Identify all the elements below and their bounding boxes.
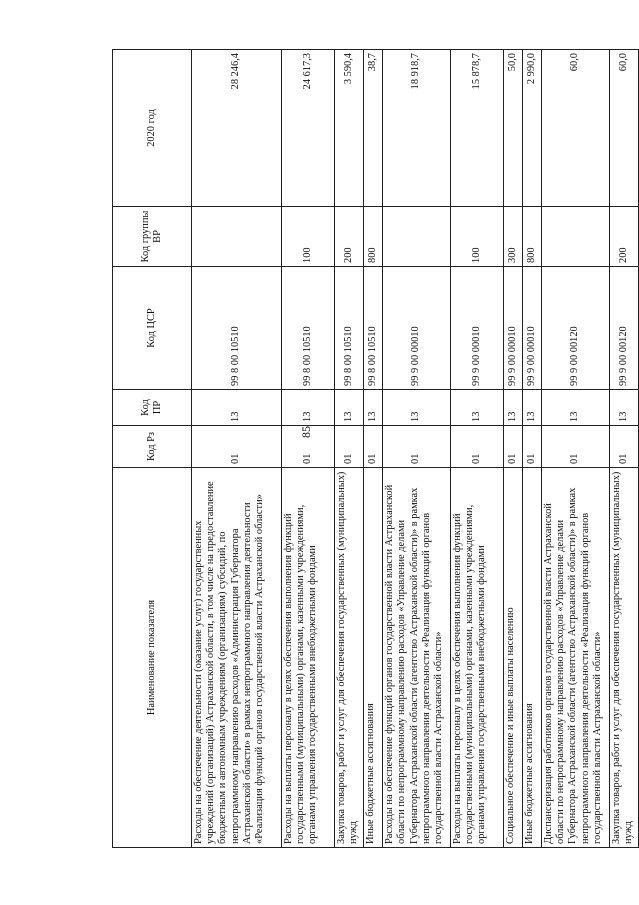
row-rz: 01 (364, 426, 383, 468)
row-amount: 2 990,0 (522, 50, 541, 207)
row-vr (383, 207, 451, 267)
row-csr: 99 9 00 00010 (503, 267, 522, 390)
row-vr (192, 207, 282, 267)
header-name: Наименование показателя (113, 468, 192, 848)
row-pr: 13 (364, 390, 383, 426)
row-name: Диспансеризация работников органов государственной власти Астраханской области по непрограммному направлению расходов «Управление делами Губернатора Астраханской области (агентство Астраханской области)» в рамках непрограммного направления деятельности «Реализация функций органов государственной власти Астраханской области» (542, 468, 610, 848)
table-row (503, 50, 522, 848)
row-vr: 200 (609, 207, 638, 267)
row-vr: 800 (364, 207, 383, 267)
row-rz: 01 (503, 426, 522, 468)
row-amount: 28 246,4 (192, 50, 282, 207)
table-row (609, 50, 638, 848)
header-amount: 2020 год (113, 50, 192, 207)
row-rz: 01 (383, 426, 451, 468)
row-name: Расходы на обеспечение деятельности (оказание услуг) государственных учреждений (организаций) Астраханской области, в том числе на предоставление бюджетным и автономным учреждениям (организациям) субсидий, по непрограммному направлению расходов «Администрация Губернатора Астраханской области» в рамках непрограммного направления деятельности «Реализация функций органов государственной власти Астраханской области» (192, 468, 282, 848)
row-vr: 200 (335, 207, 364, 267)
row-name: Закупка товаров, работ и услуг для обеспечения государственных (муниципальных) нужд (609, 468, 638, 848)
row-pr: 13 (522, 390, 541, 426)
row-csr: 99 9 00 00010 (522, 267, 541, 390)
row-name: Расходы на обеспечение функций органов государственной власти Астраханской области по непрограммному направлению расходов «Управление делами Губернатора Астраханской области (агентство Астраханской области)» в рамках непрограммного направления деятельности «Реализация функций органов государственной власти Астраханской области» (383, 468, 451, 848)
row-pr: 13 (335, 390, 364, 426)
header-vr: Код группы ВР (113, 207, 192, 267)
page-number: 85 (299, 426, 313, 438)
row-name: Расходы на выплаты персоналу в целях обеспечения выполнения функций государственными (муниципальными) органами, казенными учреждениями, органами управления государственными внебюджетными фондами (450, 468, 503, 848)
row-vr: 100 (450, 207, 503, 267)
row-pr: 13 (542, 390, 610, 426)
row-csr: 99 8 00 10510 (364, 267, 383, 390)
row-vr: 100 (282, 207, 335, 267)
row-name: Закупка товаров, работ и услуг для обеспечения государственных (муниципальных) нужд (335, 468, 364, 848)
row-csr: 99 9 00 00010 (450, 267, 503, 390)
row-amount: 50,0 (503, 50, 522, 207)
row-pr: 13 (282, 390, 335, 426)
row-rz: 01 (609, 426, 638, 468)
row-rz: 01 (522, 426, 541, 468)
table-header-row (113, 50, 192, 848)
row-rz: 01 (282, 426, 335, 468)
header-csr: Код ЦСР (113, 267, 192, 390)
table-row (192, 50, 282, 848)
header-rz: Код Рз (113, 426, 192, 468)
row-name: Расходы на выплаты персоналу в целях обеспечения выполнения функций государственными (муниципальными) органами, казенными учреждениями, органами управления государственными внебюджетными фондами (282, 468, 335, 848)
row-csr: 99 9 00 00010 (383, 267, 451, 390)
table-row (364, 50, 383, 848)
table-row (522, 50, 541, 848)
row-pr: 13 (383, 390, 451, 426)
row-amount: 18 918,7 (383, 50, 451, 207)
row-rz: 01 (542, 426, 610, 468)
row-csr: 99 9 00 00120 (609, 267, 638, 390)
row-pr: 13 (450, 390, 503, 426)
row-amount: 15 878,7 (450, 50, 503, 207)
row-rz: 01 (450, 426, 503, 468)
row-pr: 13 (609, 390, 638, 426)
row-vr: 300 (503, 207, 522, 267)
row-vr (542, 207, 610, 267)
row-amount: 3 590,4 (335, 50, 364, 207)
table-row (383, 50, 451, 848)
row-vr: 800 (522, 207, 541, 267)
row-csr: 99 8 00 10510 (282, 267, 335, 390)
row-name: Иные бюджетные ассигнования (522, 468, 541, 848)
budget-table (112, 49, 639, 848)
row-amount: 60,0 (542, 50, 610, 207)
row-csr: 99 8 00 10510 (192, 267, 282, 390)
row-csr: 99 8 00 10510 (335, 267, 364, 390)
row-amount: 60,0 (609, 50, 638, 207)
table-row (282, 50, 335, 848)
row-name: Иные бюджетные ассигнования (364, 468, 383, 848)
row-csr: 99 9 00 00120 (542, 267, 610, 390)
row-amount: 24 617,3 (282, 50, 335, 207)
table-row (335, 50, 364, 848)
row-pr: 13 (503, 390, 522, 426)
row-rz: 01 (335, 426, 364, 468)
header-pr: Код ПР (113, 390, 192, 426)
row-amount: 38,7 (364, 50, 383, 207)
row-rz: 01 (192, 426, 282, 468)
table-row (450, 50, 503, 848)
budget-table-container (112, 50, 639, 848)
row-name: Социальное обеспечение и иные выплаты населению (503, 468, 522, 848)
row-pr: 13 (192, 390, 282, 426)
table-row (542, 50, 610, 848)
